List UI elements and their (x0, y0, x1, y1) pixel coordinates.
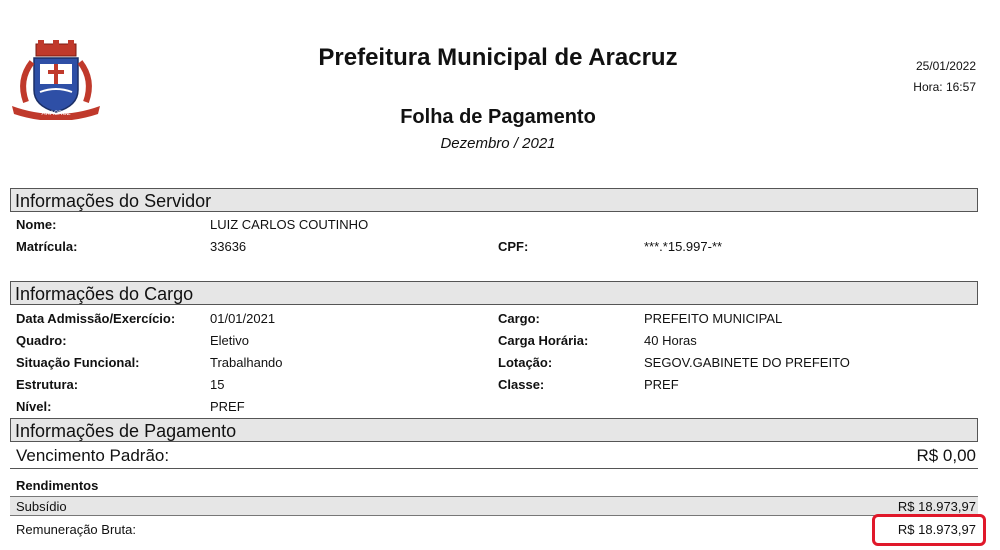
cpf-label: CPF: (498, 239, 529, 254)
cargo-left-label: Nível: (16, 399, 52, 414)
remuneracao-value: R$ 18.973,97 (897, 522, 976, 537)
logo-banner-text: ARACRUZ (41, 111, 71, 117)
section-header-servidor: Informações do Servidor (10, 188, 978, 212)
cargo-left-label: Data Admissão/Exercício: (16, 311, 176, 326)
cargo-right-value: PREFEITO MUNICIPAL (644, 311, 783, 326)
print-date: 25/01/2022 (915, 59, 976, 73)
cargo-left-value: Trabalhando (210, 355, 283, 370)
cargo-left-value: PREF (210, 399, 245, 414)
page-title: Prefeitura Municipal de Aracruz (318, 44, 678, 71)
cargo-right-value: 40 Horas (644, 333, 697, 348)
cpf-value: ***.*15.997-** (644, 239, 723, 254)
matricula-label: Matrícula: (16, 239, 78, 254)
cargo-right-label: Lotação: (498, 355, 553, 370)
remuneracao-label: Remuneração Bruta: (16, 522, 136, 537)
cargo-left-label: Estrutura: (16, 377, 79, 392)
subsidio-row (10, 496, 978, 516)
cargo-left-label: Situação Funcional: (16, 355, 140, 370)
cargo-left-value: 15 (210, 377, 225, 392)
divider (10, 468, 978, 469)
document-subtitle: Folha de Pagamento (400, 106, 596, 128)
cargo-right-label: Cargo: (498, 311, 540, 326)
cargo-right-label: Classe: (498, 377, 545, 392)
vencimento-value: R$ 0,00 (916, 446, 976, 465)
nome-label: Nome: (16, 217, 57, 232)
vencimento-label: Vencimento Padrão: (16, 446, 170, 465)
cargo-right-value: PREF (644, 377, 679, 392)
cargo-right-label: Carga Horária: (498, 333, 589, 348)
cargo-left-value: Eletivo (210, 333, 250, 348)
cargo-left-label: Quadro: (16, 333, 67, 348)
subsidio-label: Subsídio (16, 499, 67, 514)
print-time: Hora: 16:57 (913, 80, 976, 94)
matricula-value: 33636 (210, 239, 247, 254)
subsidio-value: R$ 18.973,97 (897, 499, 976, 514)
cargo-right-value: SEGOV.GABINETE DO PREFEITO (644, 355, 850, 370)
section-header-pagamento: Informações de Pagamento (10, 418, 978, 442)
rendimentos-heading: Rendimentos (16, 478, 99, 493)
cargo-left-value: 01/01/2021 (210, 311, 276, 326)
document-period: Dezembro / 2021 (440, 135, 556, 152)
section-header-cargo: Informações do Cargo (10, 281, 978, 305)
nome-value: LUIZ CARLOS COUTINHO (210, 217, 369, 232)
print-datetime (913, 56, 976, 98)
highlight-annotation (872, 514, 986, 546)
